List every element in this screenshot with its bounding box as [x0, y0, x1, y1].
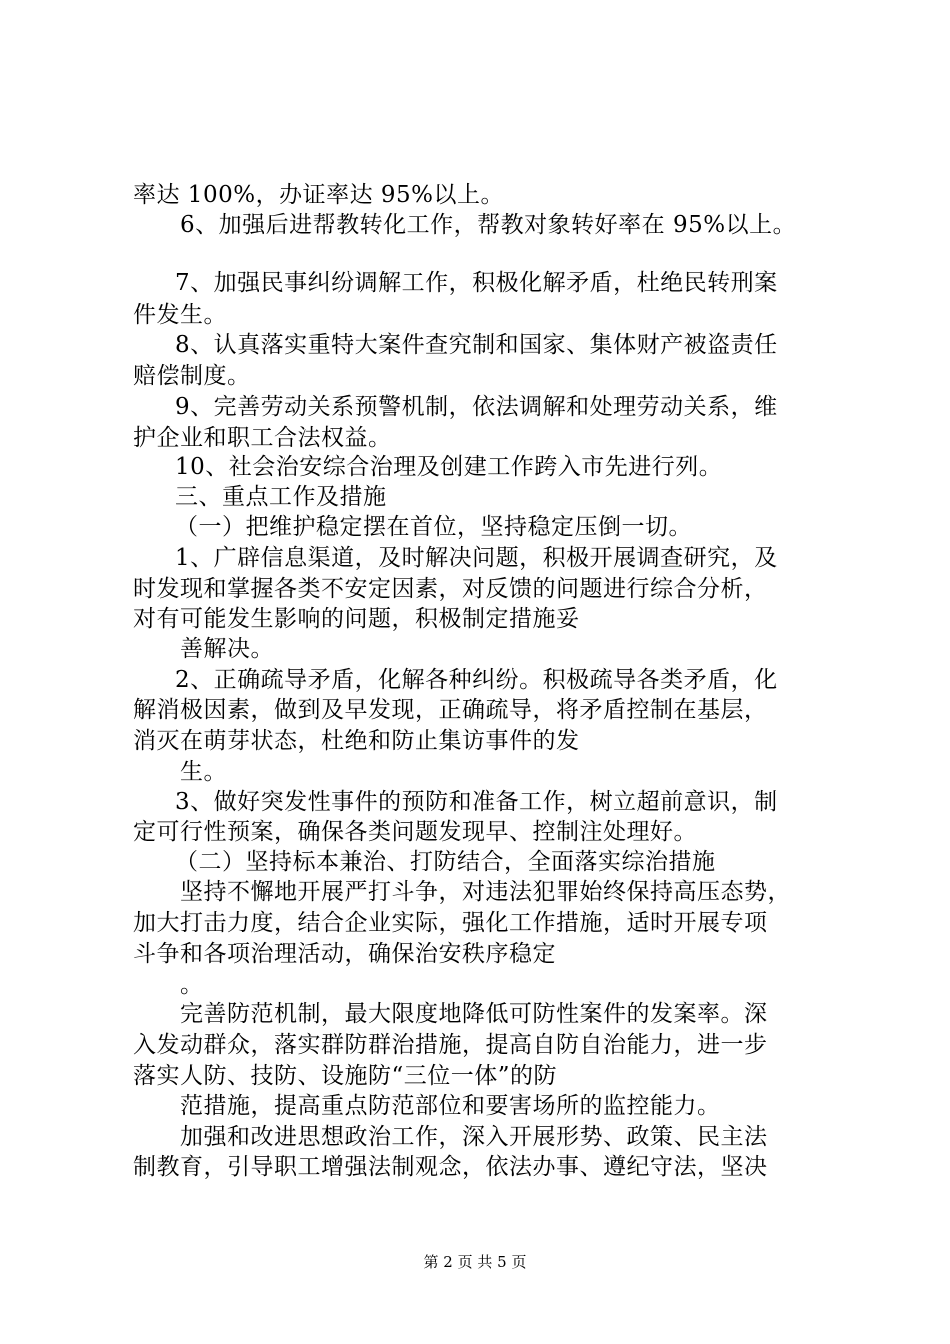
subsection-heading: （一）把维护稳定摆在首位，坚持稳定压倒一切。: [175, 514, 692, 540]
text-line: 制教育，引导职工增强法制观念，依法办事、遵纪守法，坚决: [133, 1154, 768, 1180]
text-line: 护企业和职工合法权益。: [133, 425, 392, 451]
text-line: 6、加强后进帮教转化工作，帮教对象转好率在 95%以上。: [180, 212, 797, 238]
text-line: 范措施，提高重点防范部位和要害场所的监控能力。: [180, 1093, 721, 1119]
text-line: 生。: [180, 759, 227, 785]
text-line: 9、完善劳动关系预警机制，依法调解和处理劳动关系，维: [175, 394, 778, 420]
text-line: 2、正确疏导矛盾，化解各种纠纷。积极疏导各类矛盾，化: [175, 667, 778, 693]
text-line: 加强和改进思想政治工作，深入开展形势、政策、民主法: [180, 1124, 768, 1150]
text-line: 坚持不懈地开展严打斗争，对违法犯罪始终保持高压态势，: [180, 879, 791, 905]
text-line: 消灭在萌芽状态，杜绝和防止集访事件的发: [133, 728, 580, 754]
text-line: 7、加强民事纠纷调解工作，积极化解矛盾，杜绝民转刑案: [175, 270, 778, 296]
text-line: 解消极因素，做到及早发现，正确疏导，将矛盾控制在基层，: [133, 697, 768, 723]
page-number: 第 2 页 共 5 页: [423, 1253, 527, 1271]
text-line: 10、社会治安综合治理及创建工作跨入市先进行列。: [175, 454, 723, 480]
text-line: 对有可能发生影响的问题，积极制定措施妥: [133, 606, 580, 632]
text-line: 加大打击力度，结合企业实际，强化工作措施，适时开展专项: [133, 910, 768, 936]
text-line: 时发现和掌握各类不安定因素，对反馈的问题进行综合分析，: [133, 576, 768, 602]
text-line: 善解决。: [180, 636, 274, 662]
subsection-heading: （二）坚持标本兼治、打防结合，全面落实综治措施: [175, 849, 716, 875]
section-heading: 三、重点工作及措施: [175, 484, 387, 510]
text-line: 入发动群众，落实群防群治措施，提高自防自治能力，进一步: [133, 1032, 768, 1058]
text-line: 。: [180, 972, 204, 998]
text-line: 斗争和各项治理活动，确保治安秩序稳定: [133, 941, 556, 967]
text-line: 8、认真落实重特大案件查究制和国家、集体财产被盗责任: [175, 332, 778, 358]
text-line: 赔偿制度。: [133, 363, 251, 389]
text-line: 1、广辟信息渠道，及时解决问题，积极开展调查研究，及: [175, 545, 778, 571]
text-line: 定可行性预案，确保各类问题发现早、控制注处理好。: [133, 819, 697, 845]
text-line: 落实人防、技防、设施防“三位一体”的防: [133, 1063, 558, 1089]
text-line: 率达 100%，办证率达 95%以上。: [133, 182, 504, 208]
text-line: 件发生。: [133, 302, 227, 328]
text-line: 完善防范机制，最大限度地降低可防性案件的发案率。深: [180, 1001, 768, 1027]
text-line: 3、做好突发性事件的预防和准备工作，树立超前意识，制: [175, 789, 778, 815]
